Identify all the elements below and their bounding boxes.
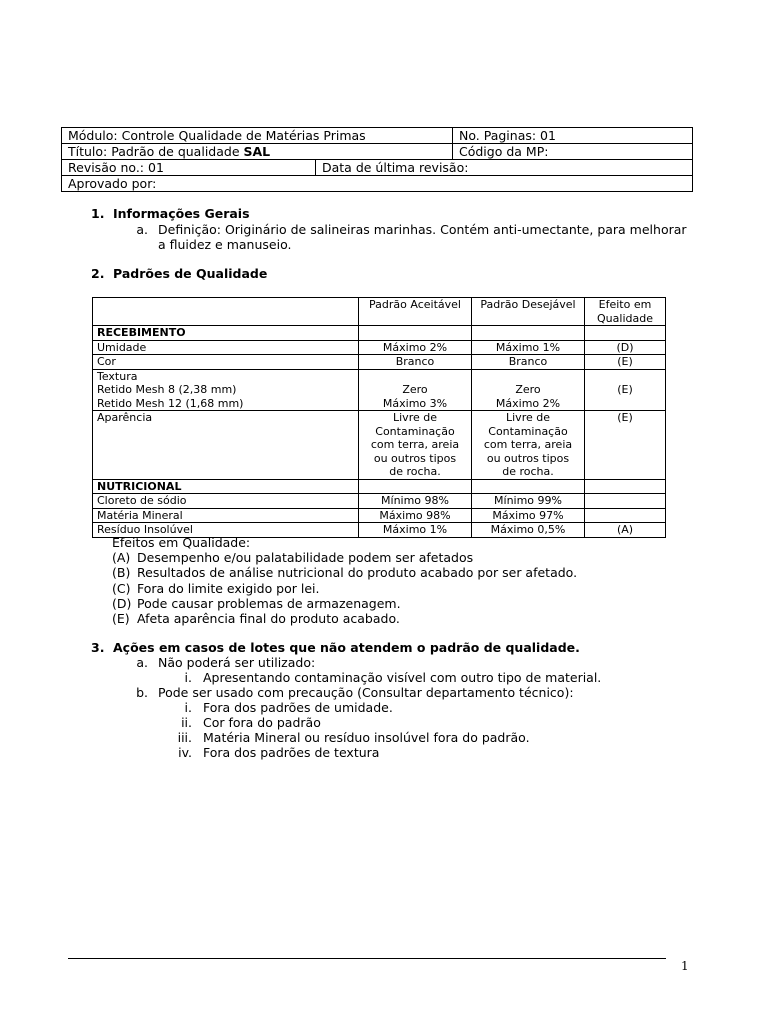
row-label-mineral: Matéria Mineral: [93, 508, 359, 523]
textura-aceitavel-mesh8: Zero: [402, 383, 428, 396]
umidade-efeito: (D): [585, 340, 666, 355]
titulo-cell: [62, 144, 453, 160]
effect-code: (C): [112, 580, 131, 596]
textura-aceitavel: [359, 369, 472, 411]
textura-desejavel: [472, 369, 585, 411]
s3-a-i-text: Apresentando contaminação visível com outro tipo de material.: [203, 670, 602, 685]
effect-code: (D): [112, 595, 132, 611]
table-row: [93, 355, 666, 370]
page-number: 1: [681, 959, 689, 973]
aparencia-desejavel-line: ou outros tipos: [486, 451, 570, 465]
document-header-table: [61, 127, 693, 192]
textura-desejavel-mesh12: Máximo 2%: [495, 396, 561, 410]
umidade-aceitavel: Máximo 2%: [359, 340, 472, 355]
s3-b-marker: ii.: [181, 715, 192, 730]
section-3-item-a: [0, 655, 768, 670]
cor-desejavel: Branco: [472, 355, 585, 370]
mineral-desejavel: Máximo 97%: [472, 508, 585, 523]
textura-efeito: [585, 369, 666, 411]
s3-b-text: Matéria Mineral ou resíduo insolúvel fora do padrão.: [203, 730, 530, 745]
section-1-heading: [91, 206, 250, 221]
paginas-cell: No. Paginas: 01: [453, 128, 693, 144]
aparencia-aceitavel-line: com terra, areia: [370, 438, 460, 451]
footer-divider: [68, 958, 666, 959]
umidade-desejavel: Máximo 1%: [472, 340, 585, 355]
section-3-item-b-i: [0, 700, 768, 715]
section-2-title: Padrões de Qualidade: [113, 266, 268, 281]
table-header-row: [93, 298, 666, 326]
header-aceitavel: Padrão Aceitável: [359, 298, 472, 326]
aprovado-cell: Aprovado por:: [62, 176, 693, 192]
row-label-residuo: Resíduo Insolúvel: [93, 523, 359, 538]
table-row: [93, 411, 666, 480]
header-desejavel: Padrão Desejável: [472, 298, 585, 326]
effect-code: (B): [112, 565, 131, 581]
aparencia-aceitavel-line: Contaminação: [375, 424, 455, 438]
s3-b-marker: iii.: [177, 730, 192, 745]
group-recebimento: RECEBIMENTO: [93, 326, 359, 341]
effect-item: [98, 565, 577, 580]
residuo-efeito: (A): [585, 523, 666, 538]
item-a-marker: a.: [136, 222, 148, 237]
table-row: [93, 369, 666, 411]
s3-b-text: Fora dos padrões de textura: [203, 745, 380, 760]
effect-code: (E): [112, 611, 130, 627]
codigo-cell: Código da MP:: [453, 144, 693, 160]
aparencia-aceitavel-line: Livre de: [393, 411, 437, 424]
cor-aceitavel: Branco: [359, 355, 472, 370]
section-1-item-a: [0, 222, 768, 254]
aparencia-aceitavel: [359, 411, 472, 480]
mineral-aceitavel: Máximo 98%: [359, 508, 472, 523]
mineral-efeito: [585, 508, 666, 523]
header-empty-cell: [93, 298, 359, 326]
s3-b-text: Cor fora do padrão: [203, 715, 321, 730]
item-a-line1: Definição: Originário de salineiras marinhas. Contém anti-umectante, para melhorar: [158, 222, 687, 237]
row-label-cor: Cor: [93, 355, 359, 370]
effect-text: Resultados de análise nutricional do produto acabado por ser afetado.: [137, 565, 578, 581]
row-label-cloreto: Cloreto de sódio: [93, 494, 359, 509]
header-efeito-line1: Efeito em: [598, 298, 652, 311]
aparencia-desejavel: [472, 411, 585, 480]
section-3-item-b-iii: [0, 730, 768, 745]
titulo-prefix: Título: Padrão de qualidade: [68, 144, 244, 159]
s3-a-text: Não poderá ser utilizado:: [158, 655, 316, 670]
textura-mesh8-label: Retido Mesh 8 (2,38 mm): [97, 383, 237, 396]
section-3-title: Ações em casos de lotes que não atendem o padrão de qualidade.: [113, 640, 580, 655]
effect-item: [98, 611, 577, 626]
cloreto-desejavel: Mínimo 99%: [472, 494, 585, 509]
aparencia-aceitavel-line: ou outros tipos: [373, 451, 457, 465]
section-3-heading: [91, 640, 580, 655]
row-label-textura: [93, 369, 359, 411]
residuo-desejavel: Máximo 0,5%: [472, 523, 585, 538]
s3-b-text: Pode ser usado com precaução (Consultar departamento técnico):: [158, 685, 574, 700]
effect-text: Desempenho e/ou palatabilidade podem ser afetados: [137, 550, 474, 566]
aparencia-desejavel-line: Livre de: [506, 411, 550, 424]
section-3-item-a-i: [0, 670, 768, 685]
revisao-cell: Revisão no.: 01: [62, 160, 316, 176]
section-3-item-b: [0, 685, 768, 700]
residuo-aceitavel: Máximo 1%: [359, 523, 472, 538]
effect-item: [98, 596, 577, 611]
header-efeito: [585, 298, 666, 326]
aparencia-desejavel-line: com terra, areia: [483, 438, 573, 451]
section-2-heading: [91, 266, 267, 281]
quality-standards-table: [92, 297, 666, 538]
s3-b-text: Fora dos padrões de umidade.: [203, 700, 393, 715]
effect-text: Pode causar problemas de armazenagem.: [137, 595, 401, 611]
section-3-item-b-ii: [0, 715, 768, 730]
section-3-item-b-iv: [0, 745, 768, 760]
aparencia-efeito: (E): [585, 411, 666, 480]
textura-aceitavel-mesh12: Máximo 3%: [382, 396, 448, 410]
effect-code: (A): [112, 550, 131, 566]
textura-desejavel-mesh8: Zero: [515, 383, 541, 396]
s3-b-marker: iv.: [178, 745, 192, 760]
titulo-bold: SAL: [243, 144, 271, 159]
table-row: [93, 326, 666, 341]
effect-text: Fora do limite exigido por lei.: [137, 580, 320, 596]
aparencia-desejavel-line: de rocha.: [502, 465, 554, 478]
aparencia-desejavel-line: Contaminação: [488, 424, 568, 438]
section-1-title: Informações Gerais: [113, 206, 250, 221]
effects-legend: [98, 535, 577, 626]
effect-item: [98, 550, 577, 565]
s3-b-marker: i.: [184, 700, 192, 715]
cloreto-aceitavel: Mínimo 98%: [359, 494, 472, 509]
effect-text: Afeta aparência final do produto acabado.: [137, 611, 400, 627]
s3-a-marker: a.: [136, 655, 148, 670]
data-revisao-cell: Data de última revisão:: [316, 160, 693, 176]
s3-b-marker: b.: [136, 685, 148, 700]
textura-efeito-value: (E): [617, 383, 633, 396]
cloreto-efeito: [585, 494, 666, 509]
table-row: [93, 340, 666, 355]
table-row: [93, 508, 666, 523]
section-2-number: 2.: [91, 266, 105, 281]
row-label-aparencia: Aparência: [93, 411, 359, 480]
header-efeito-line2: Qualidade: [597, 311, 653, 325]
item-a-line2: a fluidez e manuseio.: [158, 237, 292, 252]
textura-mesh12-label: Retido Mesh 12 (1,68 mm): [97, 396, 244, 410]
table-row: [93, 494, 666, 509]
textura-label: Textura: [97, 369, 138, 383]
s3-a-i-marker: i.: [184, 670, 192, 685]
section-3-number: 3.: [91, 640, 105, 655]
table-row: [93, 479, 666, 494]
section-1-number: 1.: [91, 206, 105, 221]
effects-title: Efeitos em Qualidade:: [112, 535, 251, 550]
modulo-cell: Módulo: Controle Qualidade de Matérias Primas: [62, 128, 453, 144]
effect-item: [98, 581, 577, 596]
group-nutricional: NUTRICIONAL: [93, 479, 359, 494]
aparencia-aceitavel-line: de rocha.: [389, 465, 441, 478]
cor-efeito: (E): [585, 355, 666, 370]
row-label-umidade: Umidade: [93, 340, 359, 355]
